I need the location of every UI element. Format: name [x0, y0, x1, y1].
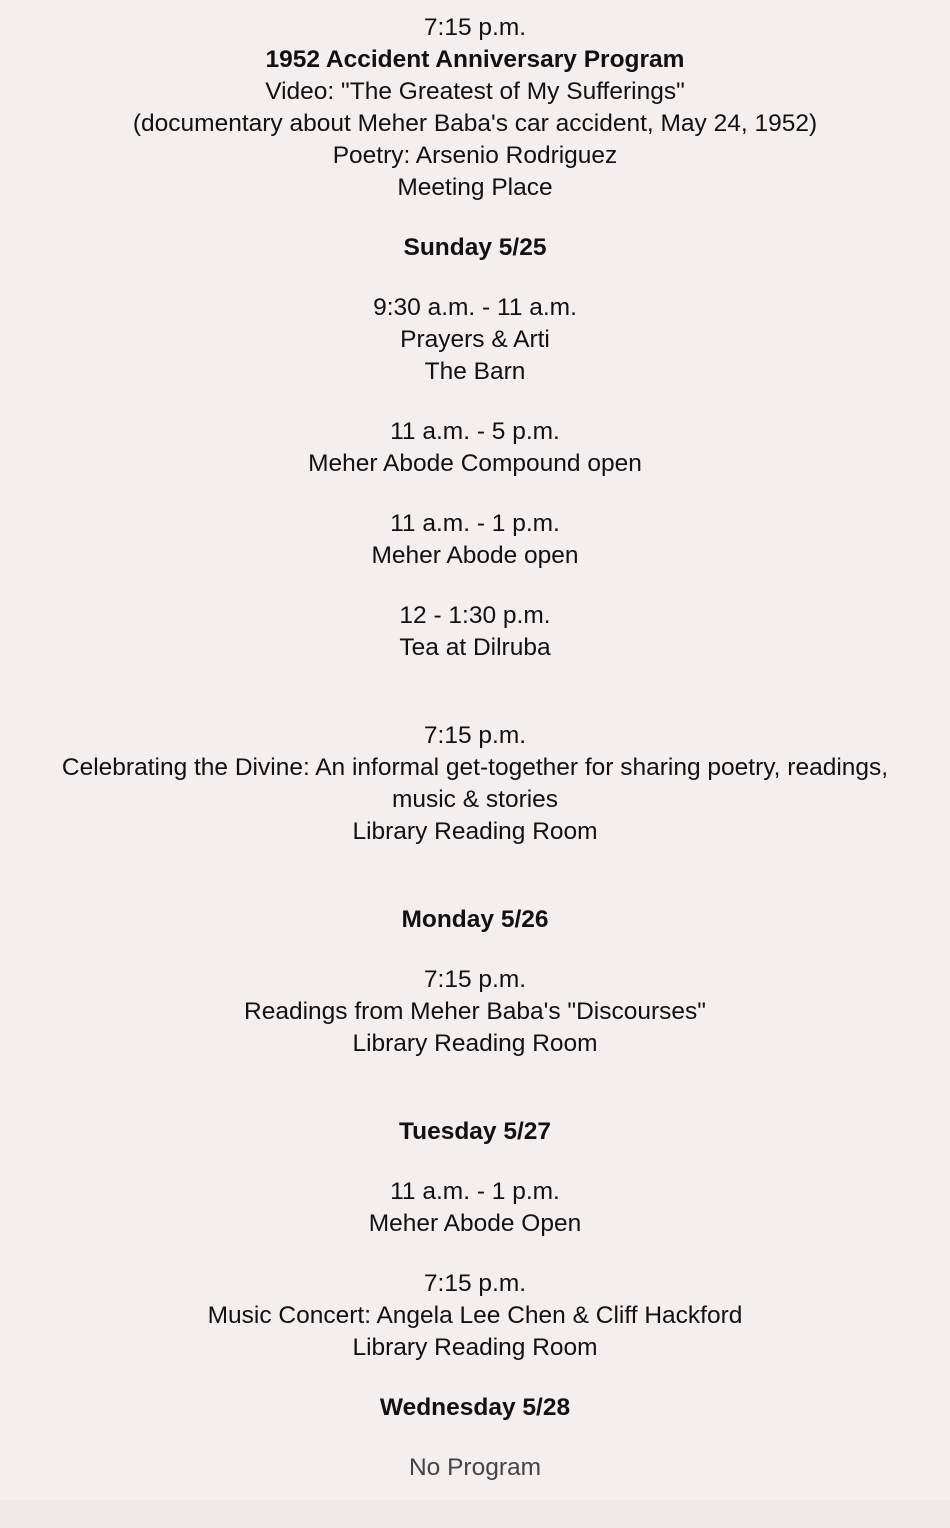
- event-time: 7:15 p.m.: [423, 1270, 527, 1297]
- event-title: Meher Abode Compound open: [308, 450, 642, 477]
- event-video: Video: "The Greatest of My Sufferings": [265, 78, 685, 105]
- event-time: 11 a.m. - 1 p.m.: [390, 1178, 560, 1205]
- event-location: Library Reading Room: [352, 818, 598, 845]
- event-location: Meeting Place: [397, 174, 553, 201]
- accident-anniversary-block: [0, 12, 950, 204]
- event-title: Music Concert: Angela Lee Chen & Cliff Hackford: [207, 1302, 743, 1329]
- day-heading: Sunday 5/25: [403, 234, 547, 261]
- event-description: (documentary about Meher Baba's car accident, May 24, 1952): [132, 110, 818, 137]
- event-item: [0, 508, 950, 572]
- event-title: Tea at Dilruba: [399, 634, 551, 661]
- event-title: 1952 Accident Anniversary Program: [265, 46, 685, 73]
- day-heading: Monday 5/26: [401, 906, 549, 933]
- day-heading: Tuesday 5/27: [398, 1118, 552, 1145]
- event-title: Celebrating the Divine: An informal get-together for sharing poetry, readings, music & stories: [61, 754, 889, 813]
- day-section-monday: [0, 904, 950, 1060]
- event-title: Meher Abode open: [371, 542, 579, 569]
- no-program-note: No Program: [408, 1454, 542, 1481]
- schedule-document: [0, 12, 950, 1484]
- footer-band: [0, 1500, 950, 1528]
- event-time: 9:30 a.m. - 11 a.m.: [373, 294, 577, 321]
- event-item: [0, 416, 950, 480]
- event-item: [0, 964, 950, 1060]
- event-time: 7:15 p.m.: [423, 722, 527, 749]
- event-title: Prayers & Arti: [400, 326, 550, 353]
- event-poetry: Poetry: Arsenio Rodriguez: [332, 142, 618, 169]
- day-section-sunday: [0, 232, 950, 848]
- event-time: 7:15 p.m.: [423, 966, 527, 993]
- event-time: 7:15 p.m.: [423, 14, 527, 41]
- event-item: [0, 600, 950, 664]
- event-title: Meher Abode Open: [368, 1210, 582, 1237]
- event-item: [0, 1176, 950, 1240]
- event-location: The Barn: [424, 358, 526, 385]
- event-title: Readings from Meher Baba's "Discourses": [244, 998, 706, 1025]
- event-item: [0, 1268, 950, 1364]
- event-location: Library Reading Room: [352, 1030, 598, 1057]
- day-heading: Wednesday 5/28: [379, 1394, 571, 1421]
- event-location: Library Reading Room: [352, 1334, 598, 1361]
- event-item: [0, 720, 950, 848]
- event-item: [0, 292, 950, 388]
- event-time: 11 a.m. - 1 p.m.: [390, 510, 560, 537]
- event-time: 11 a.m. - 5 p.m.: [390, 418, 560, 445]
- day-section-tuesday: [0, 1116, 950, 1364]
- event-time: 12 - 1:30 p.m.: [399, 602, 551, 629]
- day-section-wednesday: [0, 1392, 950, 1484]
